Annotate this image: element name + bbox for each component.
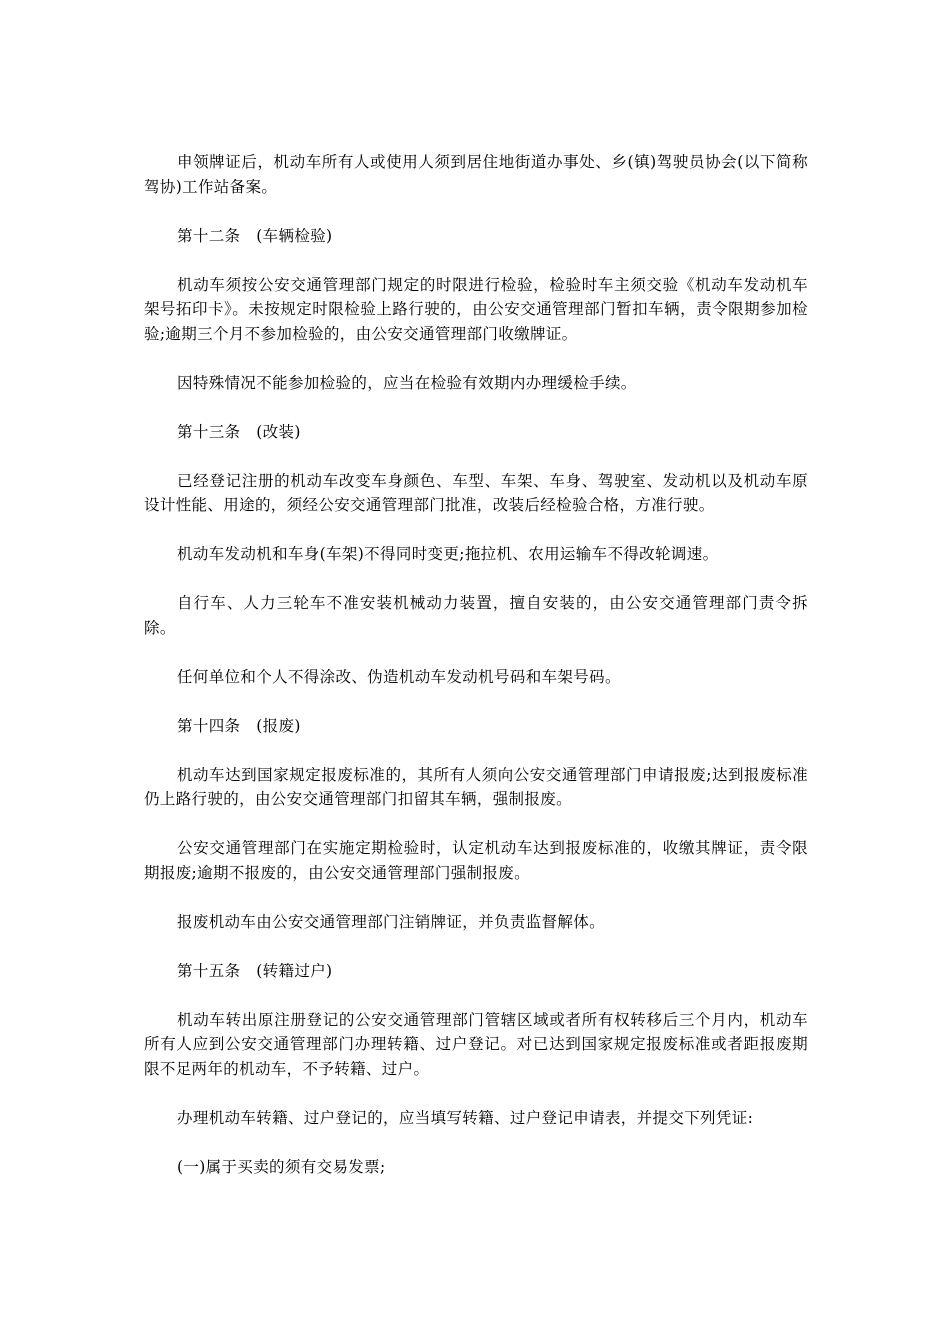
paragraph-scrap-cancellation: 报废机动车由公安交通管理部门注销牌证，并负责监督解体。 xyxy=(177,912,605,931)
article-13-heading: 第十三条 (改装) xyxy=(177,422,301,441)
paragraph-inspection: 机动车须按公安交通管理部门规定的时限进行检验，检验时车主须交验《机动车发动机车架号拓印卡》。未按规定时限检验上路行驶的，由公安交通管理部门暂扣车辆，责令限期参加检验;逾期三个月不参加检验的，由公安交通管理部门收缴牌证。 xyxy=(144,275,808,343)
paragraph-list-item-1: (一)属于买卖的须有交易发票; xyxy=(177,1157,386,1176)
article-15-heading: 第十五条 (转籍过户) xyxy=(177,961,333,980)
paragraph-inspection-deferral: 因特殊情况不能参加检验的，应当在检验有效期内办理缓检手续。 xyxy=(177,373,637,392)
paragraph-filing: 申领牌证后，机动车所有人或使用人须到居住地街道办事处、乡(镇)驾驶员协会(以下简称驾协)工作站备案。 xyxy=(144,153,808,196)
document-body xyxy=(144,150,808,1204)
article-14-heading: 第十四条 (报废) xyxy=(177,716,301,735)
paragraph-modification: 已经登记注册的机动车改变车身颜色、车型、车架、车身、驾驶室、发动机以及机动车原设计性能、用途的，须经公安交通管理部门批准，改装后经检验合格，方准行驶。 xyxy=(144,471,808,514)
paragraph-bicycle-power: 自行车、人力三轮车不准安装机械动力装置，擅自安装的，由公安交通管理部门责令拆除。 xyxy=(144,594,808,637)
article-12-heading: 第十二条 (车辆检验) xyxy=(177,226,333,245)
paragraph-scrap-application: 机动车达到国家规定报废标准的，其所有人须向公安交通管理部门申请报废;达到报废标准仍上路行驶的，由公安交通管理部门扣留其车辆，强制报废。 xyxy=(144,765,808,808)
paragraph-transfer: 机动车转出原注册登记的公安交通管理部门管辖区域或者所有权转移后三个月内，机动车所有人应到公安交通管理部门办理转籍、过户登记。对已达到国家规定报废标准或者距报废期限不足两年的机动车，不予转籍、过户。 xyxy=(144,1010,808,1078)
paragraph-scrap-inspection: 公安交通管理部门在实施定期检验时，认定机动车达到报废标准的，收缴其牌证，责令限期报废;逾期不报废的，由公安交通管理部门强制报废。 xyxy=(144,839,808,882)
paragraph-engine-body-change: 机动车发动机和车身(车架)不得同时变更;拖拉机、农用运输车不得改轮调速。 xyxy=(177,545,719,563)
paragraph-transfer-documents: 办理机动车转籍、过户登记的，应当填写转籍、过户登记申请表，并提交下列凭证: xyxy=(177,1108,754,1127)
paragraph-number-forgery: 任何单位和个人不得涂改、伪造机动车发动机号码和车架号码。 xyxy=(177,667,621,686)
